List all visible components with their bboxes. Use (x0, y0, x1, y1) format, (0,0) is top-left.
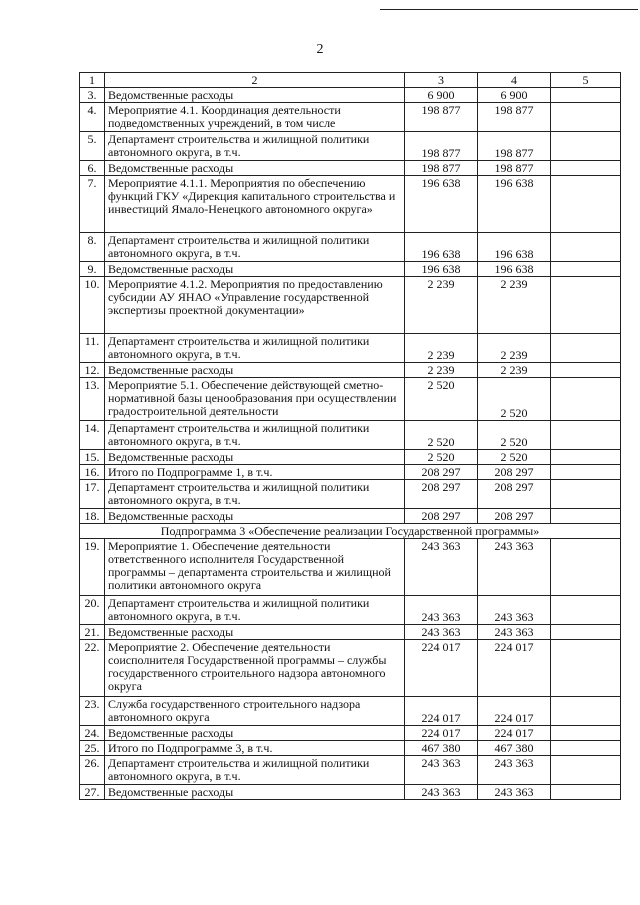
row-description: Ведомственные расходы (105, 450, 405, 465)
table-row (80, 465, 621, 480)
value-col5 (551, 161, 621, 176)
row-number: 22. (80, 640, 105, 697)
value-col4: 224 017 (478, 640, 551, 697)
expenditure-table (79, 72, 621, 800)
header-row (80, 73, 621, 88)
value-col3: 2 239 (405, 277, 478, 334)
row-description: Итого по Подпрограмме 3, в т.ч. (105, 741, 405, 756)
value-col5 (551, 132, 621, 161)
value-col5 (551, 640, 621, 697)
value-col4: 2 520 (478, 378, 551, 421)
header-cell-5: 5 (551, 73, 621, 88)
value-col4: 198 877 (478, 132, 551, 161)
row-description: Мероприятие 4.1.1. Мероприятия по обеспечению функций ГКУ «Дирекция капитального строительства и инвестиций Ямало-Ненецкого автономного округа» (105, 176, 405, 233)
row-number: 16. (80, 465, 105, 480)
row-description: Ведомственные расходы (105, 625, 405, 640)
value-col4: 198 877 (478, 103, 551, 132)
value-col5 (551, 176, 621, 233)
table-row (80, 378, 621, 421)
row-number: 4. (80, 103, 105, 132)
value-col5 (551, 596, 621, 625)
value-col3: 2 520 (405, 450, 478, 465)
row-number: 26. (80, 756, 105, 785)
row-description: Департамент строительства и жилищной политики автономного округа, в т.ч. (105, 233, 405, 262)
row-description: Департамент строительства и жилищной политики автономного округа, в т.ч. (105, 132, 405, 161)
value-col4: 2 239 (478, 363, 551, 378)
value-col4: 208 297 (478, 465, 551, 480)
value-col3: 208 297 (405, 480, 478, 509)
value-col3: 2 520 (405, 378, 478, 421)
value-col3: 6 900 (405, 88, 478, 103)
row-number: 12. (80, 363, 105, 378)
value-col5 (551, 450, 621, 465)
value-col3: 224 017 (405, 726, 478, 741)
row-description: Служба государственного строительного надзора автономного округа (105, 697, 405, 726)
value-col5 (551, 378, 621, 421)
value-col4: 224 017 (478, 697, 551, 726)
value-col5 (551, 741, 621, 756)
row-description: Департамент строительства и жилищной политики автономного округа, в т.ч. (105, 596, 405, 625)
value-col5 (551, 465, 621, 480)
value-col3: 208 297 (405, 465, 478, 480)
row-description: Мероприятие 5.1. Обеспечение действующей сметно-нормативной базы ценообразования при осуществлении градостроительной деятельности (105, 378, 405, 421)
row-description: Ведомственные расходы (105, 88, 405, 103)
table-row (80, 539, 621, 596)
value-col5 (551, 334, 621, 363)
table-row (80, 450, 621, 465)
value-col3: 196 638 (405, 176, 478, 233)
value-col4: 243 363 (478, 596, 551, 625)
table-row (80, 785, 621, 800)
table-row (80, 132, 621, 161)
value-col4: 467 380 (478, 741, 551, 756)
value-col4: 2 520 (478, 421, 551, 450)
row-number: 21. (80, 625, 105, 640)
table-row (80, 334, 621, 363)
value-col3: 198 877 (405, 161, 478, 176)
row-description: Ведомственные расходы (105, 161, 405, 176)
value-col4: 198 877 (478, 161, 551, 176)
table-row (80, 756, 621, 785)
table-row (80, 262, 621, 277)
value-col5 (551, 88, 621, 103)
header-cell-2: 2 (105, 73, 405, 88)
table-row (80, 480, 621, 509)
value-col5 (551, 785, 621, 800)
header-cell-4: 4 (478, 73, 551, 88)
value-col3: 198 877 (405, 132, 478, 161)
value-col5 (551, 697, 621, 726)
table-row (80, 88, 621, 103)
page-number: 2 (316, 42, 324, 57)
value-col3: 196 638 (405, 233, 478, 262)
value-col4: 243 363 (478, 539, 551, 596)
value-col3: 2 239 (405, 334, 478, 363)
row-number: 13. (80, 378, 105, 421)
value-col5 (551, 625, 621, 640)
row-number: 24. (80, 726, 105, 741)
row-number: 15. (80, 450, 105, 465)
row-description: Итого по Подпрограмме 1, в т.ч. (105, 465, 405, 480)
row-number: 27. (80, 785, 105, 800)
value-col3: 467 380 (405, 741, 478, 756)
value-col4: 6 900 (478, 88, 551, 103)
table-row (80, 509, 621, 524)
row-description: Ведомственные расходы (105, 726, 405, 741)
row-number: 7. (80, 176, 105, 233)
row-description: Департамент строительства и жилищной политики автономного округа, в т.ч. (105, 421, 405, 450)
table-row (80, 176, 621, 233)
row-description: Ведомственные расходы (105, 509, 405, 524)
top-rule (380, 9, 638, 10)
value-col3: 224 017 (405, 697, 478, 726)
value-col3: 243 363 (405, 756, 478, 785)
value-col5 (551, 726, 621, 741)
subprogram-row (80, 524, 621, 539)
value-col3: 2 520 (405, 421, 478, 450)
value-col5 (551, 539, 621, 596)
value-col4: 2 239 (478, 277, 551, 334)
row-number: 3. (80, 88, 105, 103)
row-number: 25. (80, 741, 105, 756)
row-number: 14. (80, 421, 105, 450)
row-description: Мероприятие 1. Обеспечение деятельности ответственного исполнителя Государственной программы – департамента строительства и жилищной политики автономного округа (105, 539, 405, 596)
header-cell-3: 3 (405, 73, 478, 88)
value-col3: 224 017 (405, 640, 478, 697)
value-col3: 196 638 (405, 262, 478, 277)
value-col4: 208 297 (478, 509, 551, 524)
table-row (80, 161, 621, 176)
value-col3: 243 363 (405, 596, 478, 625)
value-col4: 224 017 (478, 726, 551, 741)
value-col4: 196 638 (478, 262, 551, 277)
table-row (80, 421, 621, 450)
header-cell-1: 1 (80, 73, 105, 88)
table-row (80, 741, 621, 756)
row-number: 23. (80, 697, 105, 726)
value-col5 (551, 262, 621, 277)
value-col4: 2 520 (478, 450, 551, 465)
value-col5 (551, 480, 621, 509)
value-col3: 208 297 (405, 509, 478, 524)
row-number: 10. (80, 277, 105, 334)
row-number: 5. (80, 132, 105, 161)
table-body (80, 73, 621, 800)
table-row (80, 596, 621, 625)
row-description: Ведомственные расходы (105, 785, 405, 800)
table-row (80, 726, 621, 741)
row-description: Департамент строительства и жилищной политики автономного округа, в т.ч. (105, 480, 405, 509)
row-number: 11. (80, 334, 105, 363)
row-description: Ведомственные расходы (105, 262, 405, 277)
row-number: 17. (80, 480, 105, 509)
row-number: 18. (80, 509, 105, 524)
value-col5 (551, 756, 621, 785)
row-number: 9. (80, 262, 105, 277)
value-col5 (551, 277, 621, 334)
table-row (80, 697, 621, 726)
value-col3: 243 363 (405, 539, 478, 596)
table-row (80, 363, 621, 378)
value-col3: 243 363 (405, 785, 478, 800)
row-number: 19. (80, 539, 105, 596)
value-col3: 243 363 (405, 625, 478, 640)
row-description: Мероприятие 4.1.2. Мероприятия по предоставлению субсидии АУ ЯНАО «Управление государственной экспертизы проектной документации» (105, 277, 405, 334)
table-row (80, 625, 621, 640)
value-col4: 243 363 (478, 756, 551, 785)
table-row (80, 233, 621, 262)
table-row (80, 640, 621, 697)
row-number: 6. (80, 161, 105, 176)
row-description: Департамент строительства и жилищной политики автономного округа, в т.ч. (105, 334, 405, 363)
table-row (80, 277, 621, 334)
value-col5 (551, 103, 621, 132)
value-col4: 196 638 (478, 176, 551, 233)
subprogram-title: Подпрограмма 3 «Обеспечение реализации Государственной программы» (80, 524, 621, 539)
value-col3: 2 239 (405, 363, 478, 378)
value-col3: 198 877 (405, 103, 478, 132)
row-number: 8. (80, 233, 105, 262)
value-col4: 2 239 (478, 334, 551, 363)
table-row (80, 103, 621, 132)
row-description: Ведомственные расходы (105, 363, 405, 378)
value-col5 (551, 363, 621, 378)
value-col5 (551, 509, 621, 524)
row-description: Мероприятие 2. Обеспечение деятельности соисполнителя Государственной программы – службы государственного строительного надзора автономного округа (105, 640, 405, 697)
row-description: Мероприятие 4.1. Координация деятельности подведомственных учреждений, в том числе (105, 103, 405, 132)
value-col4: 243 363 (478, 785, 551, 800)
value-col4: 243 363 (478, 625, 551, 640)
row-number: 20. (80, 596, 105, 625)
value-col4: 196 638 (478, 233, 551, 262)
value-col4: 208 297 (478, 480, 551, 509)
row-description: Департамент строительства и жилищной политики автономного округа, в т.ч. (105, 756, 405, 785)
value-col5 (551, 421, 621, 450)
value-col5 (551, 233, 621, 262)
